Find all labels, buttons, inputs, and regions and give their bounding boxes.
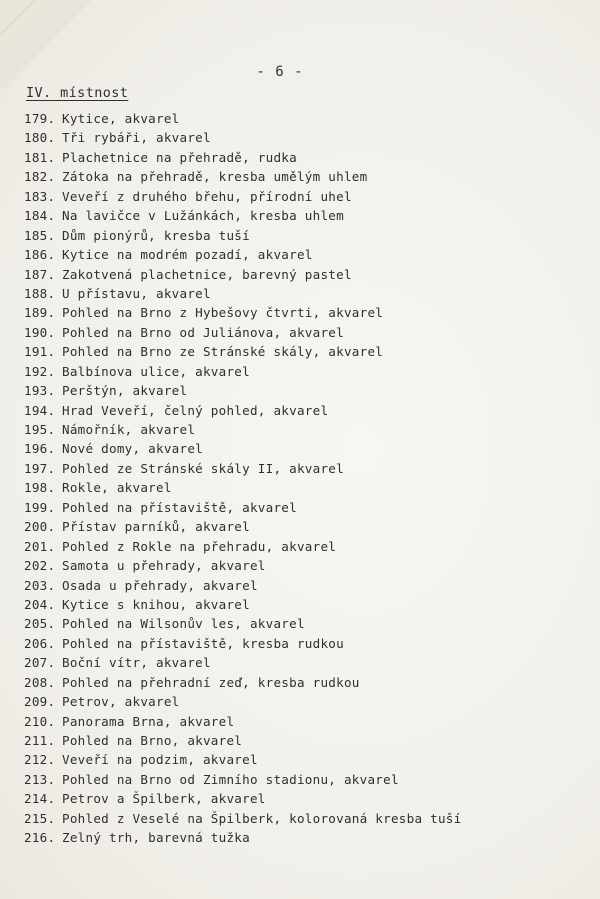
catalog-entry xyxy=(24,187,584,206)
catalog-entry xyxy=(24,595,584,614)
room-heading: IV. místnost xyxy=(26,85,129,101)
entry-number: 216. xyxy=(24,830,56,846)
page-number: - 6 - xyxy=(256,64,304,80)
entry-number: 204. xyxy=(24,596,56,612)
catalog-entry xyxy=(24,614,584,633)
entry-number: 208. xyxy=(24,674,56,690)
entry-number: 202. xyxy=(24,558,56,574)
entry-title: Kytice na modrém pozadí, akvarel xyxy=(62,247,313,263)
entry-title: Balbínova ulice, akvarel xyxy=(62,363,250,379)
catalog-entry xyxy=(24,692,584,711)
catalog-entry xyxy=(24,770,584,789)
entry-title: Kytice s knihou, akvarel xyxy=(62,596,250,612)
entry-title: Pohled z Veselé na Špilberk, kolorovaná kresba tuší xyxy=(62,810,462,826)
entry-title: Hrad Veveří, čelný pohled, akvarel xyxy=(62,402,329,418)
catalog-entry xyxy=(24,828,584,847)
entry-number: 185. xyxy=(24,227,56,243)
entry-title: Nové domy, akvarel xyxy=(62,441,203,457)
entry-number: 186. xyxy=(24,247,56,263)
entry-title: Osada u přehrady, akvarel xyxy=(62,577,258,593)
catalog-entry xyxy=(24,128,584,147)
catalog-entry xyxy=(24,401,584,420)
entry-title: Námořník, akvarel xyxy=(62,422,196,437)
catalog-entry xyxy=(24,265,584,284)
entry-title: Pohled na Brno od Zimního stadionu, akvarel xyxy=(62,771,399,787)
catalog-entry xyxy=(24,245,584,264)
entry-number: 200. xyxy=(24,519,56,535)
entry-number: 210. xyxy=(24,713,56,729)
entry-title: Pohled na Brno ze Stránské skály, akvarel xyxy=(62,344,384,360)
entry-number: 191. xyxy=(24,344,56,360)
entry-title: Zakotvená plachetnice, barevný pastel xyxy=(62,266,352,282)
catalog-list xyxy=(24,109,584,848)
entry-number: 192. xyxy=(24,363,56,379)
entry-title: Pohled ze Stránské skály II, akvarel xyxy=(62,460,344,476)
catalog-entry xyxy=(24,342,584,361)
entry-number: 201. xyxy=(24,538,56,554)
entry-number: 197. xyxy=(24,460,56,476)
entry-title: U přístavu, akvarel xyxy=(62,285,211,301)
entry-title: Pohled na přehradní zeď, kresba rudkou xyxy=(62,674,360,690)
entry-number: 199. xyxy=(24,499,56,515)
entry-number: 211. xyxy=(24,733,56,748)
entry-title: Zátoka na přehradě, kresba umělým uhlem xyxy=(62,169,368,185)
catalog-entry xyxy=(24,653,584,672)
entry-number: 214. xyxy=(24,791,56,807)
entry-number: 203. xyxy=(24,577,56,593)
entry-number: 179. xyxy=(24,111,56,126)
catalog-entry xyxy=(24,206,584,225)
entry-number: 196. xyxy=(24,441,56,457)
catalog-entry xyxy=(24,576,584,595)
entry-number: 215. xyxy=(24,810,56,826)
catalog-entry xyxy=(24,148,584,167)
entry-title: Přístav parníků, akvarel xyxy=(62,519,250,535)
entry-number: 183. xyxy=(24,188,56,204)
entry-number: 181. xyxy=(24,149,56,165)
entry-number: 187. xyxy=(24,266,56,282)
entry-title: Tři rybáři, akvarel xyxy=(62,130,211,146)
entry-title: Petrov a Špilberk, akvarel xyxy=(62,791,266,807)
entry-title: Dům pionýrů, kresba tuší xyxy=(62,227,250,243)
entry-title: Pohled na Brno z Hybešovy čtvrti, akvarel xyxy=(62,305,384,321)
entry-number: 184. xyxy=(24,208,56,224)
entry-number: 198. xyxy=(24,480,56,496)
entry-number: 180. xyxy=(24,130,56,146)
entry-number: 182. xyxy=(24,169,56,185)
catalog-entry xyxy=(24,109,584,128)
catalog-entry xyxy=(24,478,584,497)
catalog-entry xyxy=(24,673,584,692)
entry-title: Plachetnice na přehradě, rudka xyxy=(62,149,297,165)
entry-title: Pohled na Brno od Juliánova, akvarel xyxy=(62,324,344,340)
catalog-entry xyxy=(24,439,584,458)
entry-number: 207. xyxy=(24,655,56,671)
catalog-entry xyxy=(24,731,584,750)
catalog-entry xyxy=(24,789,584,808)
entry-title: Na lavičce v Lužánkách, kresba uhlem xyxy=(62,208,344,224)
entry-title: Pohled na Wilsonův les, akvarel xyxy=(62,616,305,632)
entry-title: Veveří z druhého břehu, přírodní uhel xyxy=(62,188,352,204)
catalog-entry xyxy=(24,381,584,400)
catalog-entry xyxy=(24,362,584,381)
entry-title: Pohled na Brno, akvarel xyxy=(62,733,243,748)
entry-number: 189. xyxy=(24,305,56,321)
catalog-entry xyxy=(24,517,584,536)
entry-title: Samota u přehrady, akvarel xyxy=(62,558,266,574)
catalog-entry xyxy=(24,284,584,303)
entry-title: Zelný trh, barevná tužka xyxy=(62,830,250,846)
catalog-entry xyxy=(24,303,584,322)
catalog-entry xyxy=(24,420,584,439)
catalog-entry xyxy=(24,712,584,731)
entry-title: Rokle, akvarel xyxy=(62,480,172,496)
entry-title: Petrov, akvarel xyxy=(62,694,180,710)
catalog-entry xyxy=(24,498,584,517)
catalog-entry xyxy=(24,459,584,478)
entry-number: 188. xyxy=(24,285,56,301)
catalog-entry xyxy=(24,556,584,575)
entry-title: Pohled na přístaviště, kresba rudkou xyxy=(62,635,344,651)
entry-title: Panorama Brna, akvarel xyxy=(62,713,235,729)
faint-stamp-mark xyxy=(2,16,20,76)
catalog-entry xyxy=(24,226,584,245)
entry-number: 193. xyxy=(24,383,56,399)
entry-number: 206. xyxy=(24,635,56,651)
entry-number: 194. xyxy=(24,402,56,418)
entry-number: 212. xyxy=(24,752,56,768)
catalog-entry xyxy=(24,750,584,769)
entry-number: 195. xyxy=(24,422,56,437)
catalog-entry xyxy=(24,537,584,556)
entry-title: Kytice, akvarel xyxy=(62,111,180,126)
catalog-entry xyxy=(24,634,584,653)
entry-title: Perštýn, akvarel xyxy=(62,383,188,399)
entry-title: Pohled na přístaviště, akvarel xyxy=(62,499,297,515)
catalog-entry xyxy=(24,809,584,828)
entry-title: Boční vítr, akvarel xyxy=(62,655,211,671)
entry-number: 190. xyxy=(24,324,56,340)
catalog-entry xyxy=(24,167,584,186)
entry-title: Pohled z Rokle na přehradu, akvarel xyxy=(62,538,337,554)
entry-number: 209. xyxy=(24,694,56,710)
entry-number: 213. xyxy=(24,771,56,787)
catalog-entry xyxy=(24,323,584,342)
entry-title: Veveří na podzim, akvarel xyxy=(62,752,258,768)
entry-number: 205. xyxy=(24,616,56,632)
